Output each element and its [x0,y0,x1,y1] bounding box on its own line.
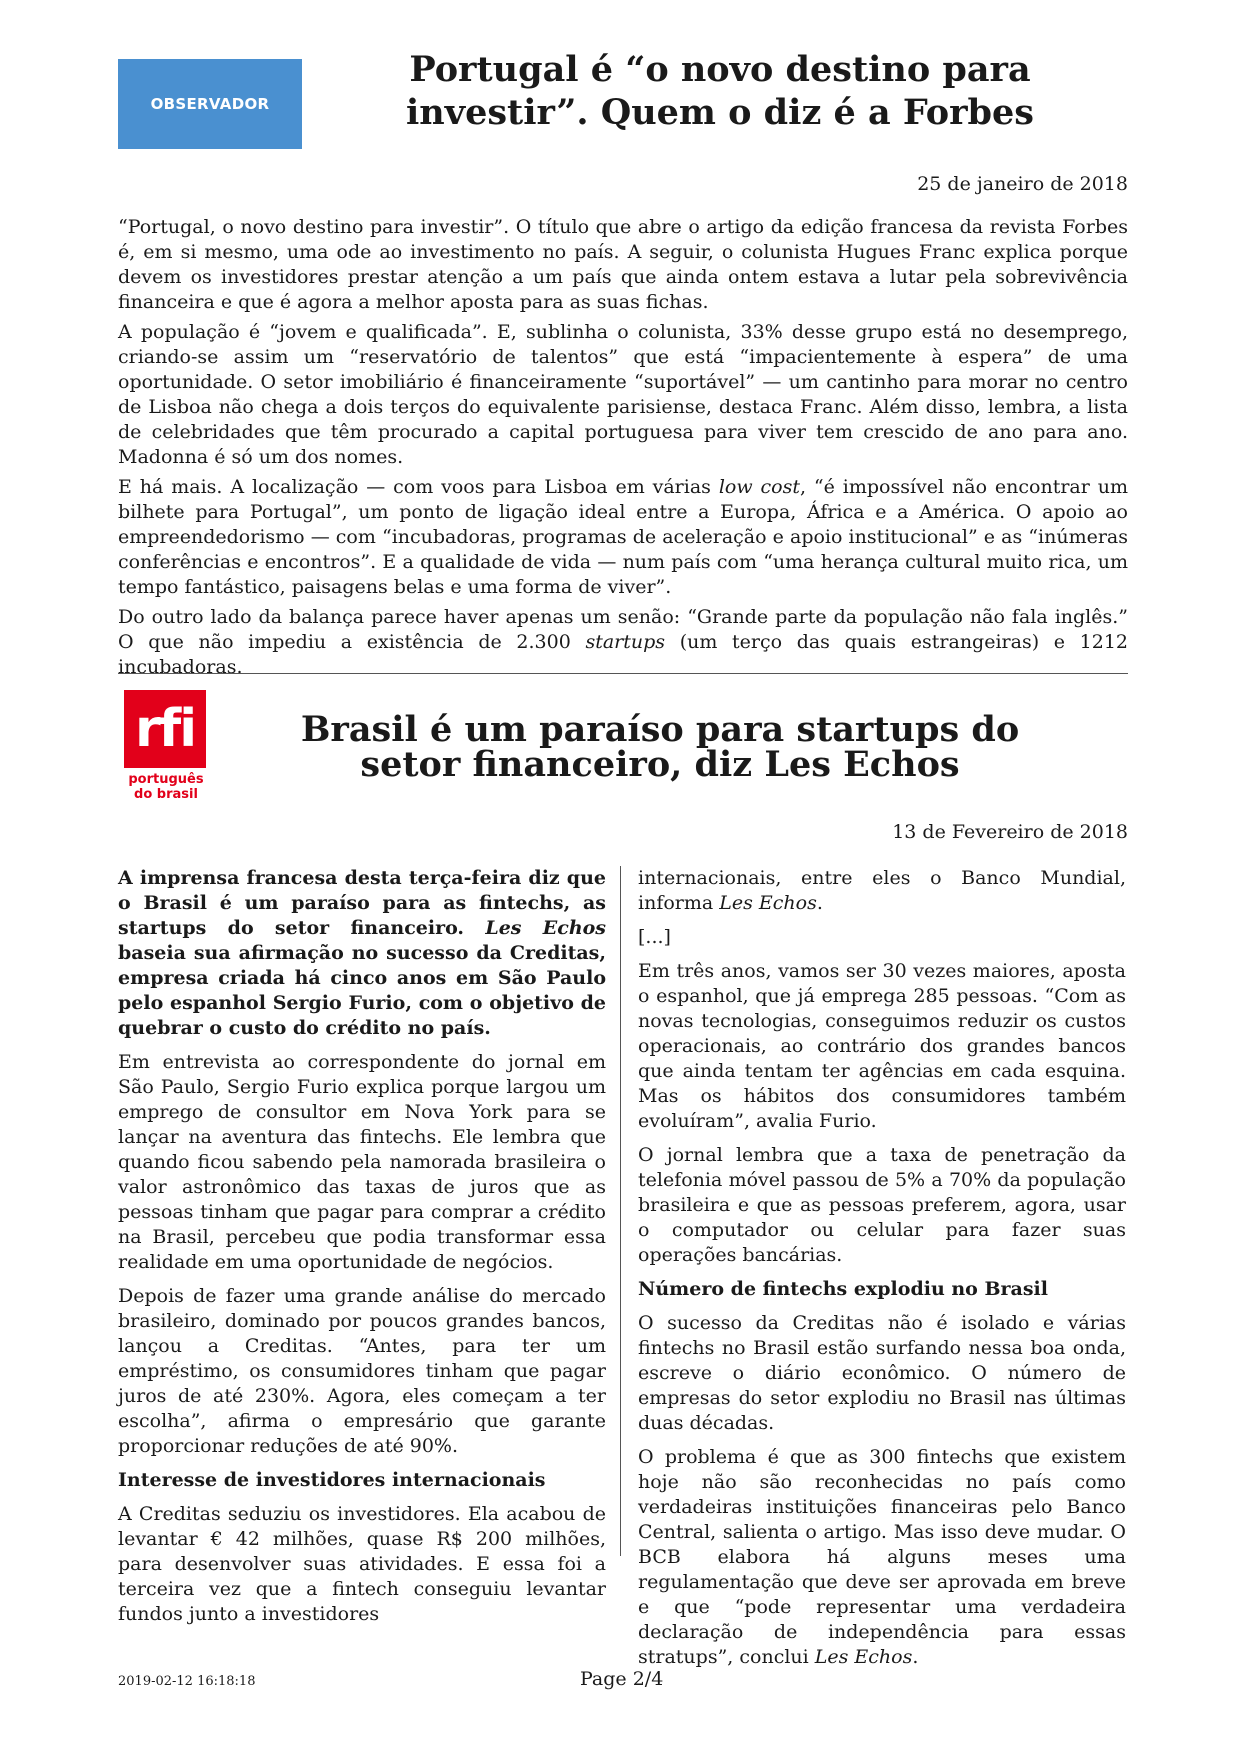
column-divider [620,866,621,1556]
article2-paragraph: Em entrevista ao correspondente do jornal em São Paulo, Sergio Furio explica porque largou um emprego de consultor em Nova York para se lançar na aventura das fintechs. Ele lembra que quando ficou sabendo pela namorada brasileira o valor astronômico das taxas de juros que as pessoas tinham que pagar para comprar a crédito na Brasil, percebeu que podia transformar essa realidade em uma oportunidade de negócios. [118,1051,606,1273]
italic-run: startups [585,631,666,653]
observador-logo [118,59,302,149]
footer-timestamp: 2019-02-12 16:18:18 [118,1674,256,1689]
article1-body [118,215,1128,685]
article2-subheading: Número de fintechs explodiu no Brasil [638,1278,1048,1300]
text-run: baseia sua afirmação no sucesso da Creditas, empresa criada há cinco anos em São Paulo pelo espanhol Sergio Furio, com o objetivo de quebrar o custo do crédito no país. [118,942,606,1039]
article2-paragraph: O sucesso da Creditas não é isolado e várias fintechs no Brasil estão surfando nessa boa onda, escreve o diário econômico. O número de empresas do setor explodiu no Brasil nas últimas duas décadas. [638,1312,1126,1434]
article2-paragraph: O jornal lembra que a taxa de penetração da telefonia móvel passou de 5% a 70% da população brasileira e que as pessoas preferem, agora, usar o computador ou celular para fazer suas operações bancárias. [638,1144,1126,1266]
text-run: O problema é que as 300 fintechs que existem hoje não são reconhecidas no país como verdadeiras instituições financeiras pelo Banco Central, salienta o artigo. Mas isso deve mudar. O BCB elabora há alguns meses uma regulamentação que deve ser aprovada em breve e que “pode representar uma verdadeira declaração de independência para essas stratups”, conclui [638,1446,1126,1668]
text-run: E há mais. A localização — com voos para Lisboa em várias [118,476,719,498]
page-number: Page 2/4 [580,1668,664,1690]
article1-paragraph: A população é “jovem e qualificada”. E, sublinha o colunista, 33% desse grupo está no desemprego, criando-se assim um “reservatório de talentos” que está “impacientemente à espera” de uma oportunidade. O setor imobiliário é financeiramente “suportável” — um cantinho para morar no centro de Lisboa não chega a dois terços do equivalente parisiense, destaca Franc. Além disso, lembra, a lista de celebridades que têm procurado a capital portuguesa para viver tem crescido de ano para ano. Madonna é só um dos nomes. [118,321,1128,468]
rfi-logo-text: rfi [134,699,196,759]
rfi-logo-mark [124,690,206,768]
article2-title-line: setor financeiro, diz Les Echos [360,744,960,785]
article1-date: 25 de janeiro de 2018 [917,173,1128,195]
text-run: , “é impossível não encontrar um bilhete para Portugal”, um ponto de ligação ideal entre a Europa, África e a América. O apoio ao empreendedorismo — com “incubadoras, programas de aceleração e apoio institucional” e as “inúmeras conferências e encontros”. E a qualidade de vida — num país com “uma herança cultural muito rica, um tempo fantástico, paisagens belas e uma forma de viver”. [118,476,1128,598]
article2-title [280,709,1040,785]
text-run: (um terço das quais estrangeiras) e 1212 incubadoras. [118,631,1129,678]
text-run: . [912,1646,919,1668]
article2-paragraph: Em três anos, vamos ser 30 vezes maiores, aposta o espanhol, que já emprega 285 pessoas. “Com as novas tecnologias, conseguimos reduzir os custos operacionais, ao contrário dos grandes bancos que ainda tentam ter agências em cada esquina. Mas os hábitos dos consumidores também evoluíram”, avalia Furio. [638,960,1126,1132]
text-run: internacionais, entre eles o Banco Mundial, informa [638,867,1126,914]
observador-logo-text: OBSERVADOR [150,95,270,113]
italic-run: Les Echos [719,892,817,914]
article1-paragraph [118,605,1128,680]
article2-left-column [118,866,606,1636]
article2-right-column [638,866,1126,1679]
article1-paragraph [118,475,1128,600]
article2-paragraph [638,866,1126,916]
article2-paragraph [638,1445,1126,1670]
article2-paragraph: Depois de fazer uma grande análise do mercado brasileiro, dominado por poucos grandes bancos, lançou a Creditas. “Antes, para ter um empréstimo, os consumidores tinham que pagar juros de até 230%. Agora, eles começam a ter escolha”, afirma o empresário que garante proporcionar reduções de até 90%. [118,1285,606,1457]
rfi-logo [124,690,208,804]
article1-title: Portugal é “o novo destino para investir”. Quem o diz é a Forbes [405,49,1034,133]
article2-subheading: Interesse de investidores internacionais [118,1469,546,1491]
article2-paragraph: A Creditas seduziu os investidores. Ela acabou de levantar € 42 milhões, quase R$ 200 milhões, para desenvolver suas atividades. E essa foi a terceira vez que a fintech conseguiu levantar fundos junto a investidores [118,1503,606,1625]
article2-date: 13 de Fevereiro de 2018 [892,821,1128,843]
article2-ellipsis: [...] [638,926,671,948]
rfi-logo-subtitle: português do brasil [128,772,204,802]
article2-title-line: Brasil é um paraíso para startups do [300,709,1020,750]
text-run: Do outro lado da balança parece haver apenas um senão: “Grande parte da população não fala inglês.” O que não impediu a existência de 2.300 [118,606,1128,653]
italic-run: Les Echos [814,1646,913,1668]
article2-lead [118,866,606,1041]
italic-run: Les Echos [485,917,606,939]
italic-run: low cost [718,476,800,498]
text-run: A imprensa francesa desta terça-feira diz que o Brasil é um paraíso para as fintechs, as startups do setor financeiro. [118,867,606,939]
text-run: . [816,892,823,914]
article-separator [118,673,1128,674]
article1-paragraph: “Portugal, o novo destino para investir”. O título que abre o artigo da edição francesa da revista Forbes é, em si mesmo, uma ode ao investimento no país. A seguir, o colunista Hugues Franc explica porque devem os investidores prestar atenção a um país que ainda ontem estava a lutar pela sobrevivência financeira e que é agora a melhor aposta para as suas fichas. [118,216,1128,313]
